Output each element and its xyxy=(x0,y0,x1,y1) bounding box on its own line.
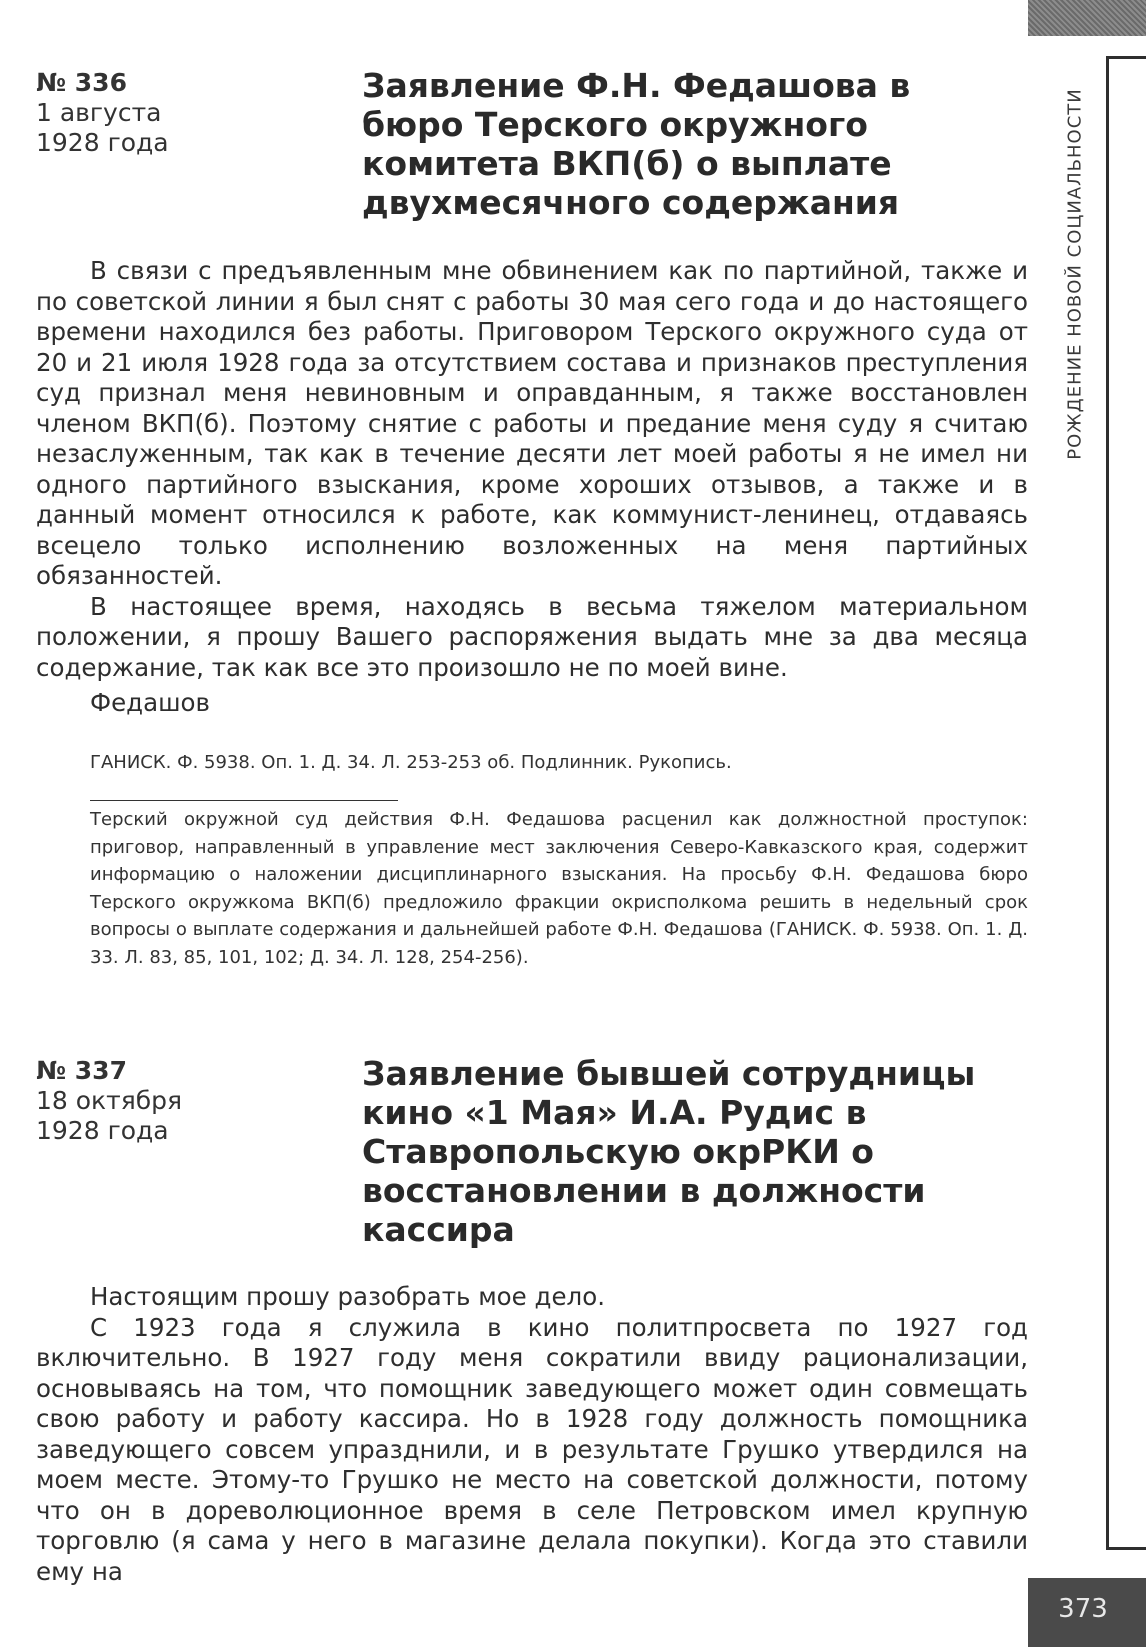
footnote-divider xyxy=(90,800,398,801)
page-edge-frame xyxy=(1106,56,1146,1550)
running-head xyxy=(1052,54,1098,494)
page-number-box xyxy=(1028,1578,1146,1647)
doc-336-paragraph: В настоящее время, находясь в весьма тяжелом материальном положении, я прошу Вашего распоряжения выдать мне за два месяца содержание, так как все это произошло не по моей вине. xyxy=(36,591,1028,682)
doc-336-footnote-text: Терский окружной суд действия Ф.Н. Федашова расценил как должностной проступок: приговор, направленный в управление мест заключения Северо-Кавказского края, содержит информацию о наложении дисциплинарного взыскания. На просьбу Ф.Н. Федашова бюро Терского окружкома ВКП(б) предложило фракции окрисполкома решить в недельный срок вопросы о выплате содержания и дальнейшей работе Ф.Н. Федашова (ГАНИСК. Ф. 5938. Оп. 1. Д. 33. Л. 83, 85, 101, 102; Д. 34. Л. 128, 254-256). xyxy=(90,809,1028,968)
doc-336-archive-ref: ГАНИСК. Ф. 5938. Оп. 1. Д. 34. Л. 253-253 об. Подлинник. Рукопись. xyxy=(90,752,732,773)
running-head-text: РОЖДЕНИЕ НОВОЙ СОЦИАЛЬНОСТИ xyxy=(1064,88,1086,460)
doc-337-paragraph: Настоящим прошу разобрать мое дело. xyxy=(90,1282,605,1311)
doc-337-date-day: 18 октября xyxy=(36,1086,183,1115)
doc-336-paragraph: В связи с предъявленным мне обвинением как по партийной, также и по советской линии я был снят с работы 30 мая сего года и до настоящего времени находился без работы. Приговором Терского окружного суда от 20 и 21 июля 1928 года за отсутствием состава и признаков преступления суд признал меня невиновным и оправданным, я также восстановлен членом ВКП(б). Поэтому снятие с работы и предание меня суду я считаю незаслуженным, так как в течение десяти лет моей работы я не имел ни одного партийного взыскания, кроме хороших отзывов, а также и в данный момент относился к работе, как коммунист-ленинец, отдаваясь всецело только исполнению возложенных на меня партийных обязанностей. xyxy=(36,256,1028,590)
corner-decoration xyxy=(1028,0,1146,36)
doc-336-meta xyxy=(36,68,336,158)
doc-336-title: Заявление Ф.Н. Федашова в бюро Терского окружного комитета ВКП(б) о выплате двухмесячного содержания xyxy=(362,66,911,222)
doc-337-body xyxy=(36,1282,1028,1587)
doc-336-body xyxy=(36,256,1028,683)
doc-337-title: Заявление бывшей сотрудницы кино «1 Мая» И.А. Рудис в Ставропольскую окрРКИ о восстановлении в должности кассира xyxy=(362,1054,976,1249)
doc-336-signature: Федашов xyxy=(90,688,210,717)
doc-337-paragraph: С 1923 года я служила в кино политпросвета по 1927 год включительно. В 1927 году меня сократили ввиду рационализации, основываясь на том, что помощник заведующего может один совмещать свою работу и работу кассира. Но в 1928 году должность помощника заведующего совсем упразднили, и в результате Грушко утвердился на моем месте. Этому-то Грушко не место на советской должности, потому что он в дореволюционное время в селе Петровском имел крупную торговлю (я сама у него в магазине делала покупки). Когда это ставили ему на xyxy=(36,1312,1028,1586)
doc-336-date-year: 1928 года xyxy=(36,128,169,157)
doc-337-meta xyxy=(36,1056,336,1146)
doc-337-number: № 337 xyxy=(36,1056,127,1085)
doc-336-footnote xyxy=(90,806,1028,971)
doc-336-date-day: 1 августа xyxy=(36,98,162,127)
doc-337-date-year: 1928 года xyxy=(36,1116,169,1145)
page-number: 373 xyxy=(1058,1594,1108,1624)
doc-336-number: № 336 xyxy=(36,68,127,97)
